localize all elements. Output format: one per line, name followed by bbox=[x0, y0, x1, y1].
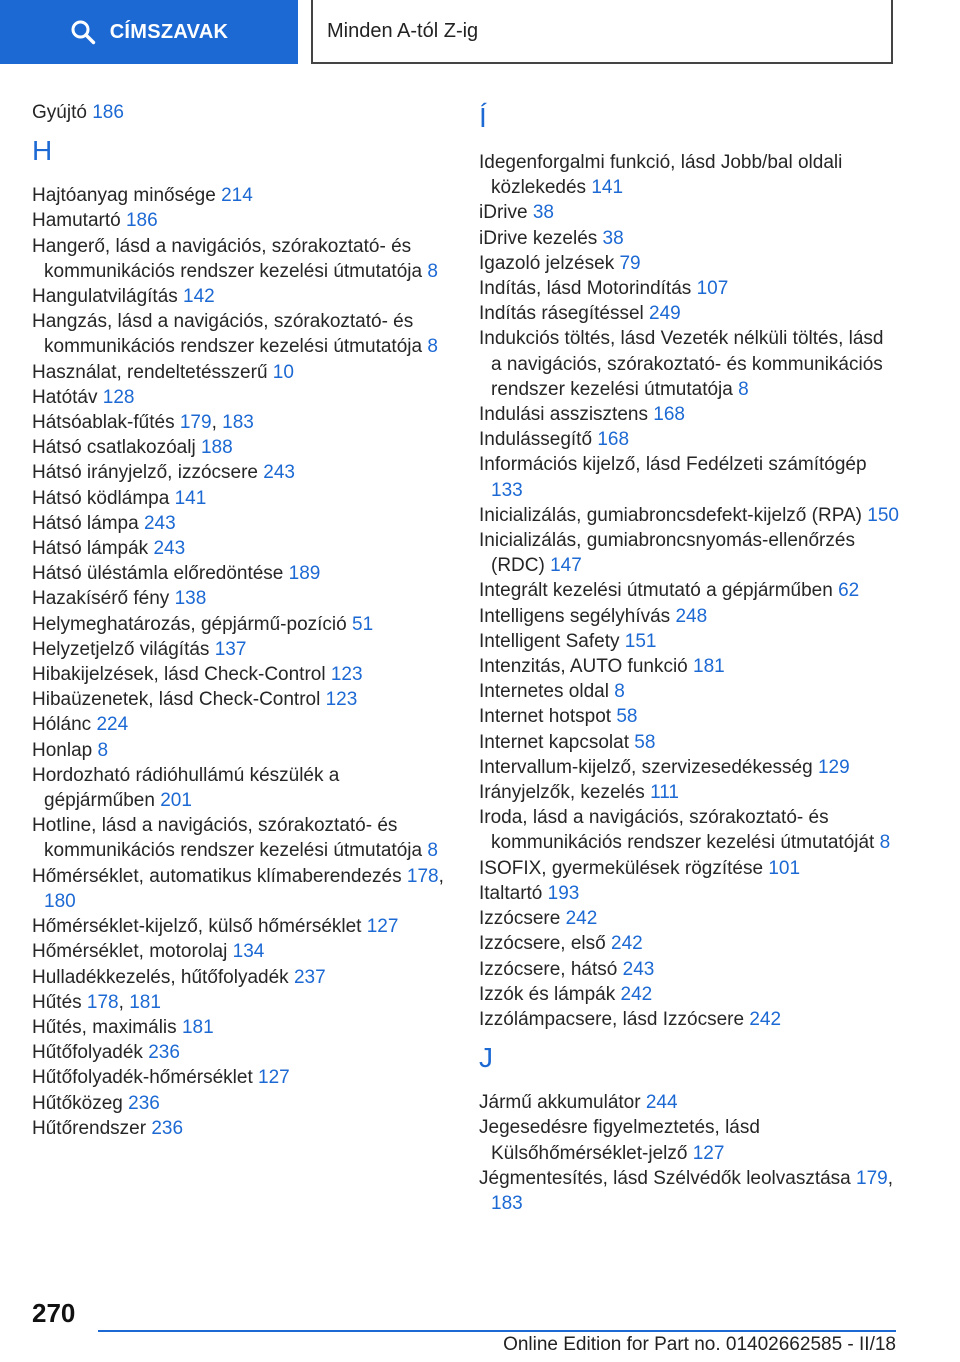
index-entry-term: Használat, rendeltetésszerű bbox=[32, 361, 268, 383]
page-link[interactable]: 179 bbox=[856, 1167, 888, 1189]
page-link[interactable]: 79 bbox=[619, 252, 641, 274]
page-link[interactable]: 58 bbox=[616, 706, 638, 728]
index-entry bbox=[32, 586, 447, 611]
page-link[interactable]: 127 bbox=[366, 916, 399, 938]
page-link[interactable]: 8 bbox=[879, 832, 891, 854]
page-separator: , bbox=[887, 1167, 894, 1189]
index-entry bbox=[32, 712, 447, 737]
page-link[interactable]: 123 bbox=[325, 689, 358, 711]
index-entry-term: Információs kijelző, lásd Fedélzeti számítógép bbox=[479, 454, 867, 476]
index-entry-term: Gyújtó bbox=[32, 102, 87, 123]
page-link[interactable]: 178 bbox=[406, 865, 439, 887]
index-entry-term: Hordozható rádióhullámú készülék a gépjárműben bbox=[32, 764, 340, 812]
page-link[interactable]: 193 bbox=[547, 882, 580, 904]
index-entry bbox=[479, 1166, 899, 1216]
search-tab-label: CÍMSZAVAK bbox=[109, 20, 229, 43]
page-link[interactable]: 123 bbox=[330, 664, 363, 686]
index-entry bbox=[32, 385, 447, 410]
index-entry-term: Irányjelzők, kezelés bbox=[479, 782, 645, 804]
index-entry bbox=[479, 1090, 899, 1115]
index-entry-term: Hátsóablak-fűtés bbox=[32, 412, 175, 434]
index-entry-term: Indukciós töltés, lásd Vezeték nélküli töltés, lásd a navigációs, szórakoztató- és kommunikációs rendszer kezelési útmutatója bbox=[479, 328, 884, 400]
index-entry-term: Intelligent Safety bbox=[479, 630, 620, 652]
page-link[interactable]: 186 bbox=[92, 102, 124, 123]
page-link[interactable]: 237 bbox=[293, 966, 326, 988]
page-link[interactable]: 236 bbox=[148, 1042, 180, 1064]
index-entry-term: Izzócsere bbox=[479, 908, 561, 930]
index-entry bbox=[32, 738, 447, 763]
index-entry-term: Jármű akkumulátor bbox=[479, 1092, 641, 1114]
page-link[interactable]: 8 bbox=[427, 336, 438, 358]
index-entry bbox=[479, 578, 899, 603]
page-link[interactable]: 141 bbox=[174, 487, 207, 509]
index-entry bbox=[32, 460, 447, 485]
page-link[interactable]: 242 bbox=[620, 983, 653, 1005]
index-entry bbox=[479, 881, 899, 906]
index-entry bbox=[479, 957, 899, 982]
index-entry bbox=[32, 965, 447, 990]
index-entry bbox=[32, 1116, 447, 1141]
page-link[interactable]: 8 bbox=[427, 260, 438, 282]
page-link[interactable]: 183 bbox=[491, 1192, 523, 1214]
index-entry-term: Izzócsere, első bbox=[479, 933, 606, 955]
index-entry bbox=[32, 410, 447, 435]
index-entry-term: Hamutartó bbox=[32, 210, 121, 232]
index-entry-term: Hatótáv bbox=[32, 386, 98, 408]
page-link[interactable]: 224 bbox=[96, 714, 129, 736]
index-entry bbox=[479, 629, 899, 654]
index-entry-term: iDrive bbox=[479, 202, 528, 224]
index-entry-term: Hátsó lámpák bbox=[32, 538, 149, 560]
page-link[interactable]: 138 bbox=[174, 588, 207, 610]
index-entry-term: Internetes oldal bbox=[479, 681, 609, 703]
index-entry bbox=[479, 226, 899, 251]
page-link[interactable]: 142 bbox=[183, 286, 215, 308]
page-separator: , bbox=[211, 412, 217, 434]
index-entry bbox=[479, 150, 899, 200]
index-entry bbox=[479, 931, 899, 956]
index-entry-term: Helyzetjelző világítás bbox=[32, 638, 210, 660]
index-entry-term: Hűtés bbox=[32, 991, 82, 1013]
page-link[interactable]: 248 bbox=[675, 605, 708, 627]
search-icon bbox=[70, 19, 96, 45]
index-entry-term: Hangzás, lásd a navigációs, szórakoztató- és kommunikációs rendszer kezelési útmutatója bbox=[32, 311, 423, 358]
page-link[interactable]: 147 bbox=[550, 555, 582, 577]
index-entry bbox=[32, 100, 447, 125]
page-link[interactable]: 179 bbox=[179, 412, 212, 434]
page-link[interactable]: 51 bbox=[352, 613, 374, 635]
index-entry bbox=[32, 1015, 447, 1040]
index-entry bbox=[479, 452, 899, 502]
index-entry bbox=[32, 1065, 447, 1090]
index-entry bbox=[479, 856, 899, 881]
index-entry-term: Hőmérséklet, motorolaj bbox=[32, 941, 228, 963]
index-entry-term: Hátsó irányjelző, izzócsere bbox=[32, 462, 258, 484]
page-link[interactable]: 180 bbox=[44, 890, 76, 912]
page-link[interactable]: 111 bbox=[650, 782, 679, 804]
index-entry bbox=[479, 1115, 899, 1165]
page-link[interactable]: 134 bbox=[232, 941, 265, 963]
index-entry-term: Iroda, lásd a navigációs, szórakoztató- és kommunikációs rendszer kezelési útmutatóját bbox=[479, 807, 875, 854]
index-entry-term: Hűtőközeg bbox=[32, 1092, 123, 1114]
index-entry-term: Hűtőfolyadék-hőmérséklet bbox=[32, 1067, 253, 1089]
page-link[interactable]: 243 bbox=[622, 958, 655, 980]
index-entry-term: Igazoló jelzések bbox=[479, 252, 615, 274]
page-link[interactable]: 127 bbox=[692, 1142, 725, 1164]
page-link[interactable]: 58 bbox=[634, 731, 656, 753]
page-link[interactable]: 242 bbox=[611, 933, 643, 955]
index-entry-term: Internet kapcsolat bbox=[479, 731, 629, 753]
index-entry-term: Izzócsere, hátsó bbox=[479, 958, 618, 980]
page-link[interactable]: 38 bbox=[532, 202, 554, 224]
index-entry-term: Hulladékkezelés, hűtőfolyadék bbox=[32, 966, 289, 988]
index-entry-term: Hangulatvilágítás bbox=[32, 286, 178, 308]
index-entry bbox=[479, 402, 899, 427]
page-link[interactable]: 236 bbox=[128, 1092, 160, 1114]
index-entry-term: Hátsó üléstámla előredöntése bbox=[32, 563, 284, 585]
index-entry bbox=[479, 906, 899, 931]
page-link[interactable]: 101 bbox=[768, 857, 801, 879]
page-link[interactable]: 188 bbox=[200, 437, 233, 459]
index-entry-term: ISOFIX, gyermekülések rögzítése bbox=[479, 857, 764, 879]
index-entry bbox=[479, 301, 899, 326]
index-entry bbox=[32, 612, 447, 637]
index-entry bbox=[479, 503, 899, 528]
index-entry bbox=[32, 511, 447, 536]
index-entry bbox=[32, 309, 447, 359]
section-letter-heading: H bbox=[32, 135, 53, 167]
page-link[interactable]: 151 bbox=[624, 630, 657, 652]
index-entry bbox=[479, 982, 899, 1007]
page-link[interactable]: 168 bbox=[597, 429, 630, 451]
section-tab-a-z[interactable] bbox=[311, 0, 893, 64]
index-entry bbox=[32, 813, 447, 863]
page-link[interactable]: 201 bbox=[160, 790, 192, 812]
page-link[interactable]: 8 bbox=[738, 378, 749, 400]
index-entry-term: Hazakísérő fény bbox=[32, 588, 170, 610]
footer-divider bbox=[98, 1330, 896, 1332]
index-entry bbox=[32, 536, 447, 561]
section-letter-heading: Í bbox=[479, 102, 487, 133]
page-link[interactable]: 8 bbox=[427, 840, 438, 862]
index-entry bbox=[479, 427, 899, 452]
page-link[interactable]: 183 bbox=[222, 412, 254, 434]
index-entry-term: Hibakijelzések, lásd Check-Control bbox=[32, 664, 326, 686]
page-link[interactable]: 62 bbox=[838, 580, 860, 602]
index-entry bbox=[32, 435, 447, 460]
index-entry bbox=[479, 805, 899, 855]
index-entry-term: Intervallum-kijelző, szervizesedékesség bbox=[479, 756, 813, 778]
page-link[interactable]: 181 bbox=[129, 991, 161, 1013]
page-link[interactable]: 249 bbox=[649, 303, 681, 325]
index-entry bbox=[479, 780, 899, 805]
index-entry bbox=[479, 654, 899, 679]
search-tab-button[interactable] bbox=[0, 0, 298, 64]
index-entry-term: Indítás rásegítéssel bbox=[479, 303, 644, 325]
index-entry-term: Integrált kezelési útmutató a gépjárműben bbox=[479, 580, 833, 602]
index-entry bbox=[32, 939, 447, 964]
index-entry-term: Inicializálás, gumiabroncsnyomás-ellenőrzés (RDC) bbox=[479, 530, 855, 577]
index-entry-term: Intelligens segélyhívás bbox=[479, 605, 671, 627]
index-entry-term: Hibaüzenetek, lásd Check-Control bbox=[32, 689, 321, 711]
edition-footer: Online Edition for Part no. 01402662585 - II/18 bbox=[503, 1334, 896, 1355]
index-entry-term: Italtartó bbox=[479, 882, 543, 904]
index-entry bbox=[479, 528, 899, 578]
page-link[interactable]: 243 bbox=[153, 538, 186, 560]
index-column-left bbox=[32, 100, 447, 1141]
index-entry bbox=[479, 1007, 899, 1032]
page-link[interactable]: 107 bbox=[696, 278, 729, 300]
page-link[interactable]: 129 bbox=[817, 756, 850, 778]
index-entry-term: Indulássegítő bbox=[479, 429, 593, 451]
index-entry bbox=[32, 1040, 447, 1065]
page-link[interactable]: 242 bbox=[749, 1008, 782, 1030]
index-entry bbox=[32, 561, 447, 586]
index-entry bbox=[32, 864, 447, 914]
index-entry bbox=[479, 200, 899, 225]
page-link[interactable]: 178 bbox=[86, 991, 119, 1013]
index-entry-term: iDrive kezelés bbox=[479, 227, 598, 249]
index-entry bbox=[32, 284, 447, 309]
page-link[interactable]: 236 bbox=[151, 1117, 184, 1139]
section-tab-label: Minden A-tól Z-ig bbox=[327, 19, 479, 42]
index-entry-term: Hőmérséklet-kijelző, külső hőmérséklet bbox=[32, 916, 362, 938]
page-link[interactable]: 244 bbox=[645, 1092, 678, 1114]
index-entry-term: Intenzitás, AUTO funkció bbox=[479, 656, 688, 678]
page-link[interactable]: 133 bbox=[491, 479, 523, 501]
index-entry-term: Indítás, lásd Motorindítás bbox=[479, 278, 692, 300]
page-link[interactable]: 137 bbox=[214, 638, 247, 660]
index-entry-term: Jegesedésre figyelmeztetés, lásd Külsőhőmérséklet-jelző bbox=[479, 1117, 760, 1164]
page-link[interactable]: 150 bbox=[867, 504, 899, 526]
top-navigation bbox=[0, 0, 960, 66]
index-entry-term: Hotline, lásd a navigációs, szórakoztató- és kommunikációs rendszer kezelési útmutatója bbox=[32, 815, 423, 862]
index-entry-term: Internet hotspot bbox=[479, 706, 612, 728]
index-entry-term: Hűtőfolyadék bbox=[32, 1042, 143, 1064]
index-entry-term: Indulási asszisztens bbox=[479, 404, 648, 426]
page-link[interactable]: 243 bbox=[143, 512, 176, 534]
index-entry bbox=[32, 914, 447, 939]
page-link[interactable]: 214 bbox=[221, 185, 253, 207]
index-entry bbox=[479, 755, 899, 780]
index-entry bbox=[32, 763, 447, 813]
index-entry-term: Hűtőrendszer bbox=[32, 1117, 147, 1139]
index-entry-term: Hátsó ködlámpa bbox=[32, 487, 170, 509]
index-entry-term: Idegenforgalmi funkció, lásd Jobb/bal oldali közlekedés bbox=[479, 152, 843, 199]
section-letter-heading: J bbox=[479, 1042, 493, 1074]
index-entry bbox=[32, 486, 447, 511]
page-link[interactable]: 181 bbox=[181, 1016, 214, 1038]
page-link[interactable]: 8 bbox=[614, 681, 625, 703]
index-entry bbox=[32, 208, 447, 233]
index-entry bbox=[32, 637, 447, 662]
index-entry-term: Hőmérséklet, automatikus klímaberendezés bbox=[32, 865, 402, 887]
page-link[interactable]: 189 bbox=[288, 563, 321, 585]
index-entry-term: Inicializálás, gumiabroncsdefekt-kijelző (RPA) bbox=[479, 504, 862, 526]
index-entry-term: Hátsó csatlakozóalj bbox=[32, 437, 196, 459]
index-entry bbox=[479, 679, 899, 704]
index-entry bbox=[479, 251, 899, 276]
index-entry bbox=[32, 360, 447, 385]
page-link[interactable]: 128 bbox=[102, 386, 135, 408]
index-entry-term: Jégmentesítés, lásd Szélvédők leolvasztása bbox=[479, 1167, 851, 1189]
page-link[interactable]: 8 bbox=[97, 739, 109, 761]
index-entry-term: Hólánc bbox=[32, 714, 92, 736]
index-entry bbox=[479, 326, 899, 402]
index-entry-term: Hangerő, lásd a navigációs, szórakoztató- és kommunikációs rendszer kezelési útmutatója bbox=[32, 235, 423, 282]
page-link[interactable]: 38 bbox=[602, 227, 624, 249]
index-entry-term: Honlap bbox=[32, 739, 93, 761]
page-separator: , bbox=[118, 991, 124, 1013]
page-link[interactable]: 242 bbox=[565, 908, 598, 930]
index-entry-term: Hátsó lámpa bbox=[32, 512, 139, 534]
page-number: 270 bbox=[32, 1298, 76, 1328]
page-link[interactable]: 181 bbox=[693, 656, 725, 678]
page-separator: , bbox=[438, 865, 444, 887]
index-entry-term: Hajtóanyag minősége bbox=[32, 185, 216, 207]
page-link[interactable]: 186 bbox=[125, 210, 158, 232]
page-link[interactable]: 243 bbox=[263, 462, 295, 484]
index-entry bbox=[479, 730, 899, 755]
index-entry bbox=[32, 234, 447, 284]
index-entry-term: Hűtés, maximális bbox=[32, 1016, 177, 1038]
index-entry bbox=[32, 990, 447, 1015]
index-entry-term: Helymeghatározás, gépjármű-pozíció bbox=[32, 613, 347, 635]
index-entry bbox=[32, 662, 447, 687]
index-entry bbox=[479, 704, 899, 729]
index-entry-term: Izzók és lámpák bbox=[479, 983, 616, 1005]
page-link[interactable]: 141 bbox=[591, 177, 624, 199]
index-entry bbox=[479, 604, 899, 629]
index-column-right bbox=[479, 100, 899, 1216]
page-link[interactable]: 127 bbox=[258, 1067, 290, 1089]
page-link[interactable]: 10 bbox=[272, 361, 294, 383]
index-entry bbox=[32, 687, 447, 712]
index-entry-term: Izzólámpacsere, lásd Izzócsere bbox=[479, 1008, 745, 1030]
index-entry bbox=[32, 183, 447, 208]
page-link[interactable]: 168 bbox=[653, 404, 685, 426]
index-entry bbox=[479, 276, 899, 301]
index-entry bbox=[32, 1091, 447, 1116]
